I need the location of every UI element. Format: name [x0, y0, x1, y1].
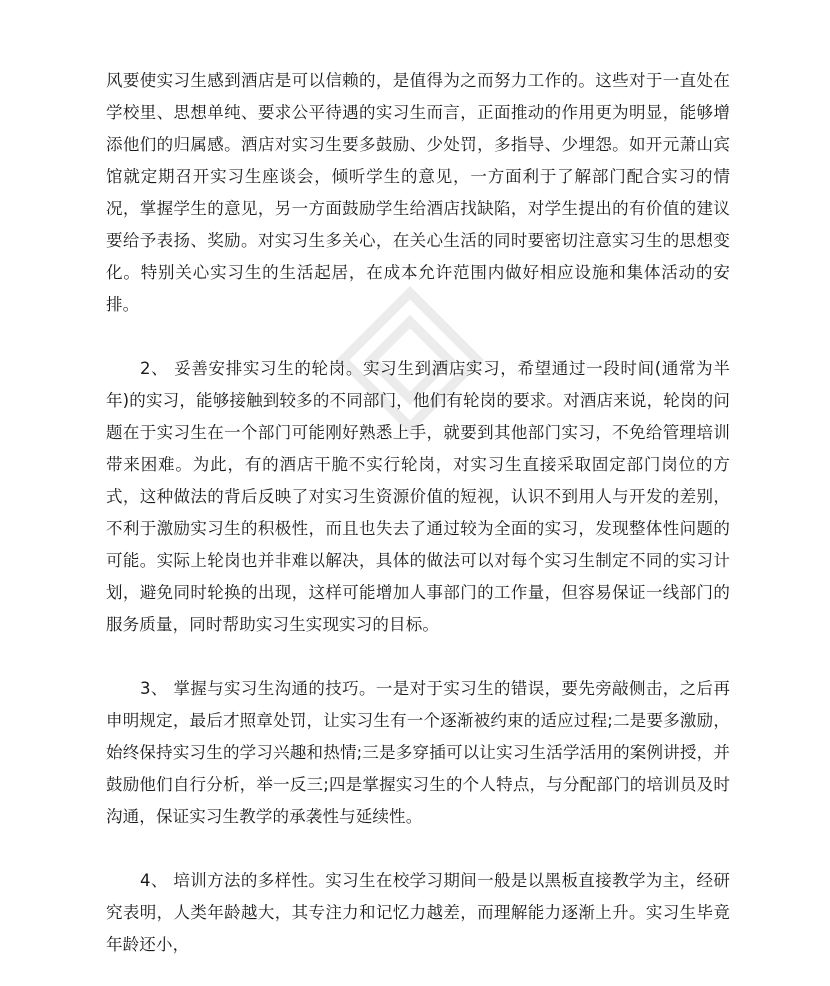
paragraph-gap — [106, 321, 730, 353]
paragraph-1: 风要使实习生感到酒店是可以信赖的，是值得为之而努力工作的。这些对于一直处在学校里、思想单纯、要求公平待遇的实习生而言，正面推动的作用更为明显，能够增添他们的归属感。酒店对实习生要多鼓励、少处罚，多指导、少埋怨。如开元萧山宾馆就定期召开实习生座谈会，倾听学生的意见，一方面利于了解部门配合实习的情况，掌握学生的意见，另一方面鼓励学生给酒店找缺陷，对学生提出的有价值的建议要给予表扬、奖励。对实习生多关心，在关心生活的同时要密切注意实习生的思想变化。特别关心实习生的生活起居，在成本允许范围内做好相应设施和集体活动的安排。 — [106, 71, 730, 314]
paragraph-4: 4、 培训方法的多样性。实习生在校学习期间一般是以黑板直接教学为主，经研究表明，人类年龄越大，其专注力和记忆力越差，而理解能力逐渐上升。实习生毕竟年龄还小， — [106, 871, 730, 954]
paragraph-2: 2、 妥善安排实习生的轮岗。实习生到酒店实习，希望通过一段时间(通常为半年)的实习，能够接触到较多的不同部门，他们有轮岗的要求。对酒店来说，轮岗的问题在于实习生在一个部门可能刚好熟悉上手，就要到其他部门实习，不免给管理培训带来困难。为此，有的酒店干脆不实行轮岗，对实习生直接采取固定部门岗位的方式，这种做法的背后反映了对实习生资源价值的短视，认识不到用人与开发的差别，不利于激励实习生的积极性，而且也失去了通过较为全面的实习，发现整体性问题的可能。实际上轮岗也并非难以解决，具体的做法可以对每个实习生制定不同的实习计划，避免同时轮换的出现，这样可能增加人事部门的工作量，但容易保证一线部门的服务质量，同时帮助实习生实现实习的目标。 — [106, 359, 730, 634]
paragraph-3: 3、 掌握与实习生沟通的技巧。一是对于实习生的错误，要先旁敲侧击，之后再申明规定，最后才照章处罚，让实习生有一个逐渐被约束的适应过程;二是要多激励，始终保持实习生的学习兴趣和热情;三是多穿插可以让实习生活学活用的案例讲授，并鼓励他们自行分析，举一反三;四是掌握实习生的个人特点，与分配部门的培训员及时沟通，保证实习生教学的承袭性与延续性。 — [106, 679, 730, 826]
paragraph-gap — [106, 833, 730, 865]
paragraph-gap — [106, 641, 730, 673]
